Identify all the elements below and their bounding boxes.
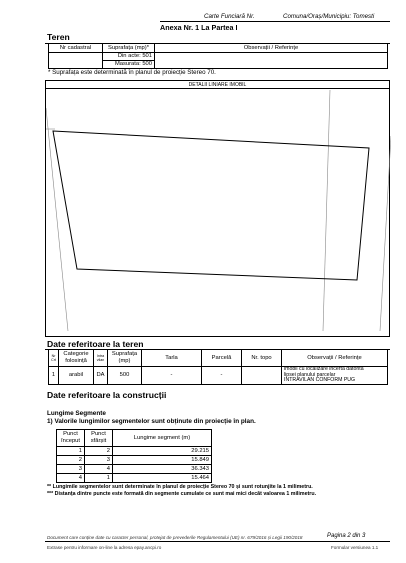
segmente-table xyxy=(56,429,212,483)
col-observatii: Observații / Referințe xyxy=(155,44,388,53)
table-row xyxy=(57,447,212,456)
row-observatii xyxy=(282,367,388,385)
row-suprafata: 500 xyxy=(108,367,142,385)
seg-length: 29.215 xyxy=(113,447,212,456)
lungime-segmente-subtitle: 1) Valorile lungimilor segmentelor sunt obținute din proiecție în plan. xyxy=(47,418,256,425)
referitoare-teren-title: Date referitoare la teren xyxy=(47,339,144,349)
row-tarla: - xyxy=(142,367,202,385)
page-number: Pagina 2 din 3 xyxy=(327,533,366,539)
teren-title: Teren xyxy=(47,32,70,42)
col-lungime: Lungime segment (m) xyxy=(113,430,212,447)
neighbor-line-mid xyxy=(323,90,330,331)
anexa-title: Anexa Nr. 1 La Partea I xyxy=(160,23,238,32)
col-punct-sfarsit: Punct sfârșit xyxy=(85,430,113,447)
col-categorie: Categorie folosință xyxy=(59,350,94,367)
plan-title: DETALII LINIARE IMOBIL xyxy=(46,81,389,89)
parcel-drawing xyxy=(46,81,391,338)
seg-end: 1 xyxy=(85,474,113,483)
table-row xyxy=(57,465,212,474)
nr-cadastral-value xyxy=(49,53,103,69)
col-parcela: Parcelă xyxy=(202,350,242,367)
din-acte-value: Din acte: 501 xyxy=(103,53,155,61)
seg-start: 1 xyxy=(57,447,85,456)
seg-length: 15.464 xyxy=(113,474,212,483)
referitoare-constructii-title: Date referitoare la construcții xyxy=(47,390,167,400)
obs-line-1: imobil cu localizare incerta datorita xyxy=(284,366,364,372)
footer-formular: Formular versiunea 1.1 xyxy=(331,545,379,550)
row-intravilan: DA xyxy=(94,367,108,385)
parcel-outline xyxy=(53,131,369,280)
teren-details-table xyxy=(48,349,388,385)
row-nr: 1 xyxy=(49,367,59,385)
row-nr-topo xyxy=(242,367,282,385)
footer-rule xyxy=(45,541,390,542)
seg-end: 2 xyxy=(85,447,113,456)
table-row xyxy=(49,367,388,385)
col-intravilan: Intra vilan xyxy=(94,350,108,367)
seg-end: 4 xyxy=(85,465,113,474)
table-row xyxy=(57,456,212,465)
masurata-value: Masurata: 500 xyxy=(103,61,155,69)
segmente-note-2: *** Distanța dintre puncte este formată din segmente cumulate ce sunt mai mici decât valoarea 1 milimetru. xyxy=(47,491,317,497)
row-parcela: - xyxy=(202,367,242,385)
header-rule xyxy=(160,21,390,22)
observatii-value xyxy=(155,53,388,69)
carte-funciara-label: Carte Funciară Nr. xyxy=(204,13,255,20)
col-nr-crt: Nr Crt xyxy=(49,350,59,367)
seg-end: 3 xyxy=(85,456,113,465)
plan-frame xyxy=(45,80,390,337)
obs-line-2: lipsei planului parcelar xyxy=(284,371,336,378)
seg-start: 2 xyxy=(57,456,85,465)
col-tarla: Tarla xyxy=(142,350,202,367)
col-observatii-referinte: Observații / Referințe xyxy=(282,350,388,367)
seg-start: 4 xyxy=(57,474,85,483)
segmente-note-1: ** Lungimile segmentelor sunt determinate în planul de proiecție Stereo 70 și sunt rotunjite la 1 milimetru. xyxy=(47,484,313,490)
comuna-label: Comuna/Oraș/Municipiu: Tomesti xyxy=(283,13,375,20)
neighbor-line-right xyxy=(380,136,391,331)
footer-conditii: Document care conține date cu caracter personal, protejat de prevederile Regulamentului (UE) nr. 679/2016 și Legii 190/2018 xyxy=(47,535,303,540)
lungime-segmente-title: Lungime Segmente xyxy=(47,410,106,417)
col-punct-inceput: Punct început xyxy=(57,430,85,447)
footer-extras: Extrase pentru informare on-line la adresa epay.ancpi.ro xyxy=(47,545,162,550)
row-categorie: arabil xyxy=(59,367,94,385)
col-nr-topo: Nr. topo xyxy=(242,350,282,367)
col-suprafata-mp: Suprafața (mp) xyxy=(108,350,142,367)
obs-line-3: INTRAVILAN CONFORM PUG xyxy=(284,377,356,384)
table-row xyxy=(57,474,212,483)
col-suprafata: Suprafața (mp)* xyxy=(103,44,155,53)
seg-length: 15.849 xyxy=(113,456,212,465)
col-nr-cadastral: Nr cadastral xyxy=(49,44,103,53)
suprafata-note: * Suprafața este determinată în planul de proiecție Stereo 70. xyxy=(48,69,216,76)
neighbor-line-left xyxy=(46,108,68,331)
teren-table xyxy=(48,43,388,69)
seg-start: 3 xyxy=(57,465,85,474)
seg-length: 36.343 xyxy=(113,465,212,474)
